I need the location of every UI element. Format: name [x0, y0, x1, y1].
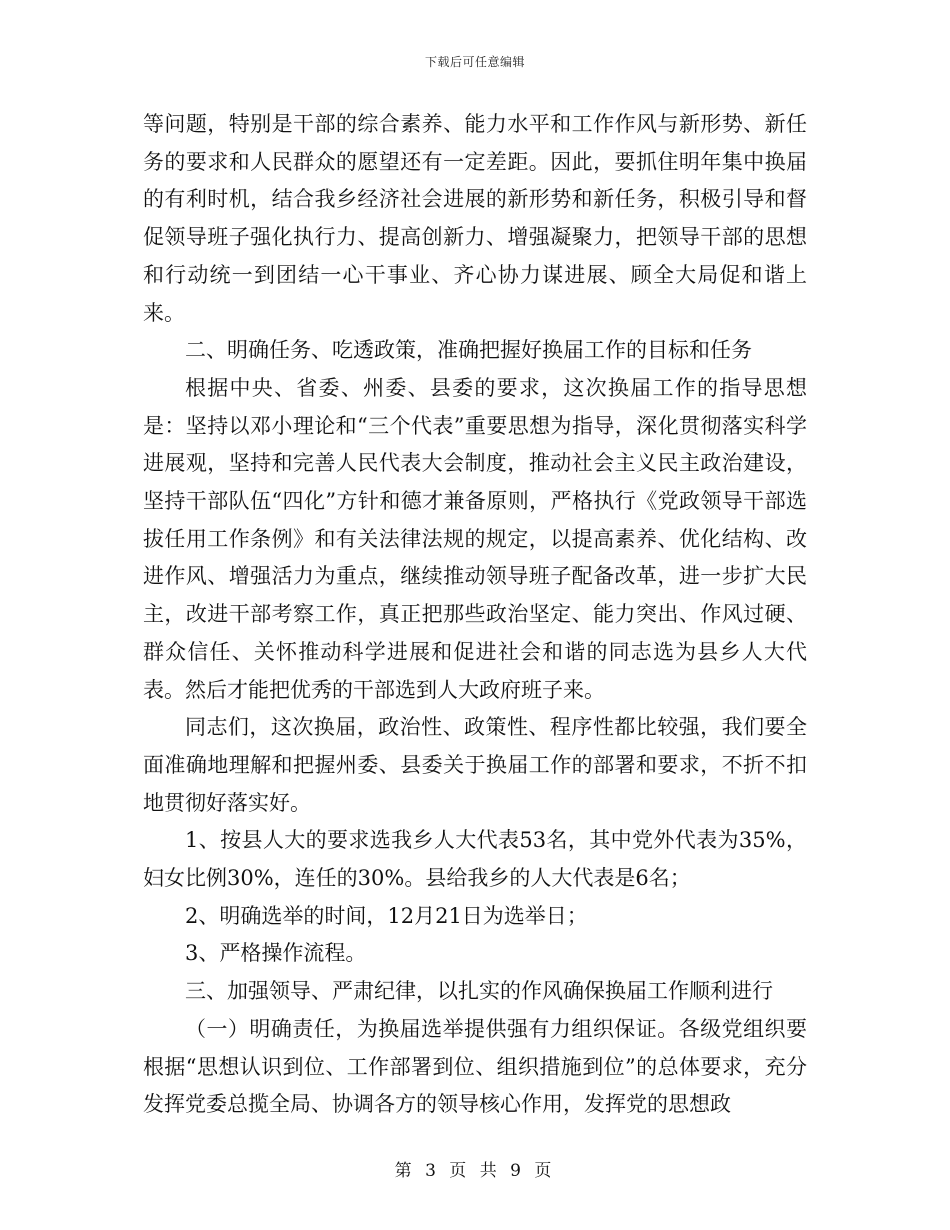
paragraph-comrades: 同志们，这次换届，政治性、政策性、程序性都比较强，我们要全面准确地理解和把握州委、县委关于换届工作的部署和要求，不折不扣地贯彻好落实好。 [143, 715, 807, 815]
list-item-1: 1、按县人大的要求选我乡人大代表53名，其中党外代表为35%，妇女比例30%，连任的30%。县给我乡的人大代表是6名； [143, 828, 807, 891]
section-heading-2: 二、明确任务、吃透政策，准确把握好换届工作的目标和任务 [185, 338, 752, 363]
paragraph-responsibility: （一）明确责任，为换届选举提供强有力组织保证。各级党组织要根据“思想认识到位、工作部署到位、组织措施到位”的总体要求，充分发挥党委总揽全局、协调各方的领导核心作用，发挥党的思想政 [143, 1016, 807, 1117]
paragraph-continuation: 等问题，特别是干部的综合素养、能力水平和工作作风与新形势、新任务的要求和人民群众的愿望还有一定差距。因此，要抓住明年集中换届的有利时机，结合我乡经济社会进展的新形势和新任务，积极引导和督促领导班子强化执行力、提高创新力、增强凝聚力，把领导干部的思想和行动统一到团结一心干事业、齐心协力谋进展、顾全大局促和谐上来。 [143, 112, 807, 325]
list-item-2: 2、明确选举的时间，12月21日为选举日； [185, 903, 588, 928]
paragraph-guiding-thought: 根据中央、省委、州委、县委的要求，这次换届工作的指导思想是：坚持以邓小理论和“三个代表”重要思想为指导，深化贯彻落实科学进展观，坚持和完善人民代表大会制度，推动社会主义民主政治建设，坚持干部队伍“四化”方针和德才兼备原则，严格执行《党政领导干部选拔任用工作条例》和有关法律法规的规定，以提高素养、优化结构、改进作风、增强活力为重点，继续推动领导班子配备改革，进一步扩大民主，改进干部考察工作，真正把那些政治坚定、能力突出、作风过硬、群众信任、关怀推动科学进展和促进社会和谐的同志选为县乡人大代表。然后才能把优秀的干部选到人大政府班子来。 [143, 375, 807, 702]
page-footer: 第 3 页 共 9 页 [394, 1161, 556, 1181]
header-note: 下载后可任意编辑 [424, 55, 525, 69]
section-heading-3: 三、加强领导、严肃纪律，以扎实的作风确保换届工作顺利进行 [185, 979, 773, 1004]
list-item-3: 3、严格操作流程。 [185, 941, 367, 966]
document-body [143, 106, 807, 1124]
